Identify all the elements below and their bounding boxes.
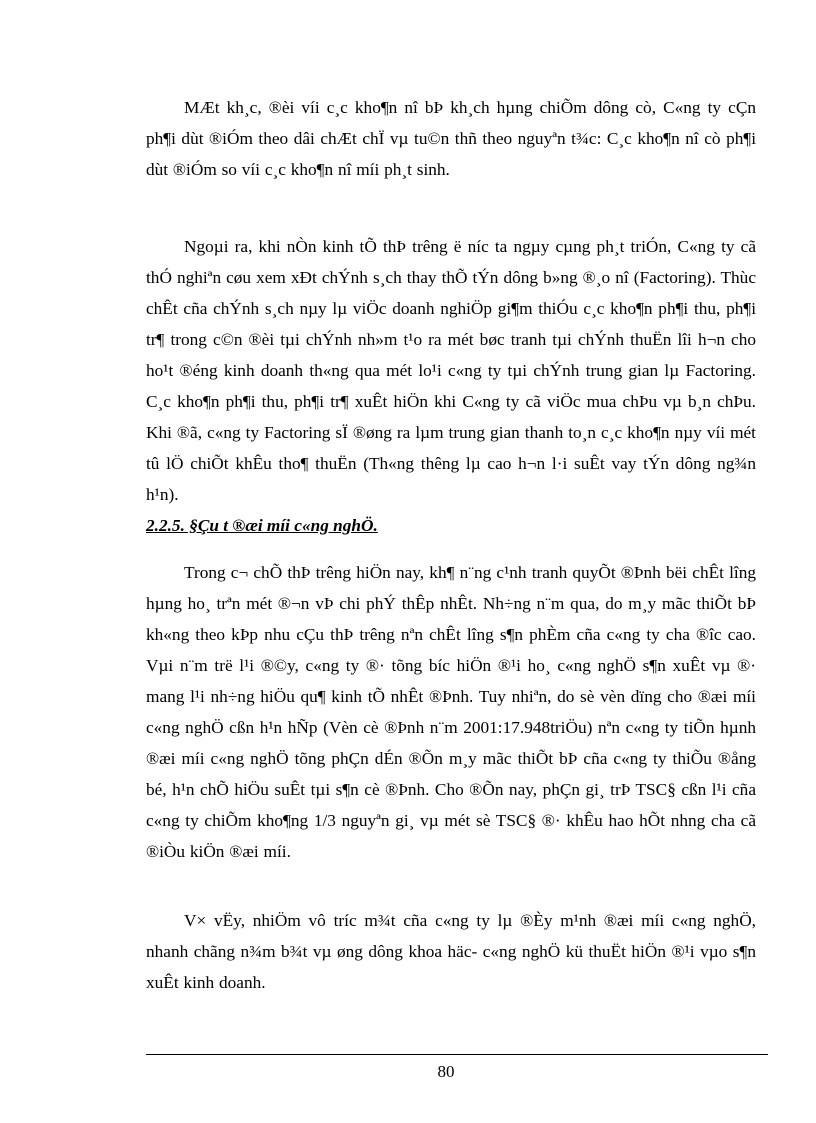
paragraph-conclusion: V× vËy, nhiÖm vô tríc m¾t cña c«ng ty lµ ®Èy m¹nh ®æi míi c«ng nghÖ, nhanh chãng n¾m b¾t vµ øng dông khoa häc- c«ng nghÖ kü thuËt hiÖn ®¹i vµo s¶n xuÊt kinh doanh. [146, 911, 756, 992]
page-number: 80 [437, 1062, 455, 1081]
paragraph-technology-investment: Trong c¬ chÕ thÞ trêng hiÖn nay, kh¶ n¨ng c¹nh tranh quyÕt ®Þnh bëi chÊt lîng hµng ho¸ trªn mét ®¬n vÞ chi phÝ thÊp nhÊt. Nh÷ng n¨m qua, do m¸y mãc thiÕt bÞ kh«ng theo kÞp nhu cÇu thÞ trêng nªn chÊt lîng s¶n phÈm cña c«ng ty cha ®îc cao. Vµi n¨m trë l¹i ®©y, c«ng ty ®· tõng bíc hiÖn ®¹i ho¸ c«ng nghÖ s¶n xuÊt vµ ®· mang l¹i nh÷ng hiÖu qu¶ kinh tÕ nhÊt ®Þnh. Tuy nhiªn, do sè vèn dïng cho ®æi míi c«ng nghÖ cßn h¹n hÑp (Vèn cè ®Þnh n¨m 2001:17.948triÖu) nªn c«ng ty tiÕn hµnh ®æi míi c«ng nghÖ tõng phÇn dÉn ®Õn m¸y mãc thiÕt bÞ cña c«ng ty thiÕu ®ång bé, h¹n chÕ hiÖu suÊt tµi s¶n cè ®Þnh. Cho ®Õn nay, phÇn gi¸ trÞ TSC§ cßn l¹i cña c«ng ty chiÕm kho¶ng 1/3 nguyªn gi¸ vµ mét sè TSC§ ®· khÊu hao hÕt nhng cha cã ®iÒu kiÖn ®æi míi. [146, 563, 756, 861]
footer-divider [146, 1054, 768, 1055]
paragraph-factoring: Ngoµi ra, khi nÒn kinh tÕ thÞ trêng ë níc ta ngµy cµng ph¸t triÓn, C«ng ty cã thÓ nghiªn cøu xem xÐt chÝnh s¸ch thay thÕ tÝn dông b»ng ®¸o nî (Factoring). Thùc chÊt cña chÝnh s¸ch nµy lµ viÖc doanh nghiÖp gi¶m thiÓu c¸c kho¶n ph¶i thu, ph¶i tr¶ trong c©n ®èi tµi chÝnh nh»m t¹o ra mét bøc tranh tµi chÝnh thuËn lîi h¬n cho ho¹t ®éng kinh doanh th«ng qua mét lo¹i c«ng ty tµi chÝnh trung gian lµ Factoring. C¸c kho¶n ph¶i thu, ph¶i tr¶ xuÊt hiÖn khi C«ng ty cã viÖc mua chÞu vµ b¸n chÞu. Khi ®ã, c«ng ty Factoring sÏ ®øng ra lµm trung gian thanh to¸n c¸c kho¶n nµy víi mét tû lÖ chiÕt khÊu tho¶ thuËn (Th«ng thêng lµ cao h¬n l·i suÊt vay tÝn dông ng¾n h¹n). [146, 237, 756, 504]
section-heading: 2.2.5. §Çu t ®æi míi c«ng nghÖ. [146, 516, 378, 535]
paragraph-receivables-collection: MÆt kh¸c, ®èi víi c¸c kho¶n nî bÞ kh¸ch hµng chiÕm dông cò, C«ng ty cÇn ph¶i dùt ®iÓm theo dâi chÆt chÏ vµ tu©n thñ theo nguyªn t¾c: C¸c kho¶n nî cò ph¶i dùt ®iÓm so víi c¸c kho¶n nî míi ph¸t sinh. [146, 98, 756, 179]
